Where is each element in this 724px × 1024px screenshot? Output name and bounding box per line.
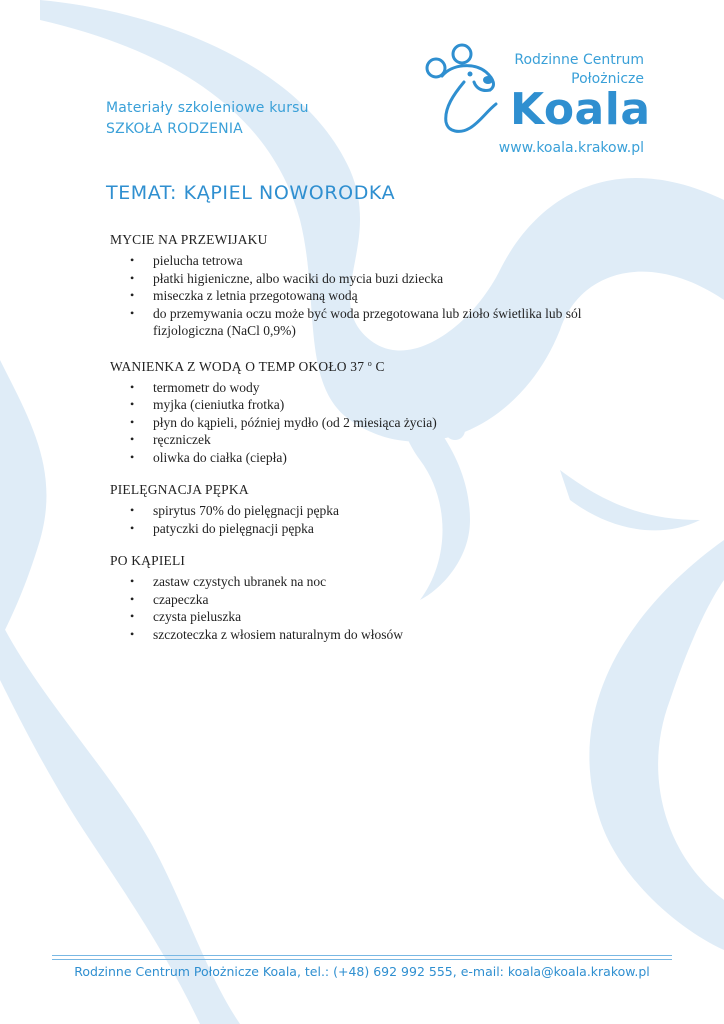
section-title-unit: C [371, 358, 385, 374]
logo-url[interactable]: www.koala.krakow.pl [498, 140, 644, 156]
koala-mascot-icon [424, 42, 524, 142]
list-item: • termometr do wody [130, 379, 650, 397]
degree-sign: o [367, 358, 372, 368]
section-title [110, 354, 650, 377]
list-item: • czysta pieluszka [130, 608, 650, 626]
course-line-1: Materiały szkoleniowe kursu [106, 100, 309, 116]
item-list [110, 502, 650, 537]
list-item: • myjka (cieniutka frotka) [130, 396, 650, 414]
section-bathtub [110, 354, 650, 467]
list-item: • płyn do kąpieli, później mydło (od 2 miesiąca życia) [130, 414, 650, 432]
document-body [110, 230, 650, 657]
logo-line-1: Rodzinne Centrum [514, 52, 644, 68]
list-item: • ręczniczek [130, 431, 650, 449]
course-line-2: SZKOŁA RODZENIA [106, 121, 243, 137]
footer-divider [52, 959, 672, 960]
section-umbilical-care [110, 480, 650, 537]
list-item: • szczoteczka z włosiem naturalnym do włosów [130, 626, 650, 644]
item-list [110, 379, 650, 467]
course-info [106, 98, 309, 140]
footer-divider [52, 955, 672, 956]
section-after-bath [110, 551, 650, 643]
section-title: MYCIE NA PRZEWIJAKU [110, 232, 268, 247]
list-item: • spirytus 70% do pielęgnacji pępka [130, 502, 650, 520]
section-title: PO KĄPIELI [110, 553, 186, 568]
list-item: • pielucha tetrowa [130, 252, 650, 270]
list-item: • czapeczka [130, 591, 650, 609]
list-item: • płatki higieniczne, albo waciki do mycia buzi dziecka [130, 270, 650, 288]
page-title: TEMAT: KĄPIEL NOWORODKA [106, 182, 396, 204]
footer-contact: Rodzinne Centrum Położnicze Koala, tel.: (+48) 692 992 555, e-mail: koala@koala.krakow.pl [74, 964, 650, 979]
item-list [110, 252, 650, 340]
list-item: • oliwka do ciałka (ciepła) [130, 449, 650, 467]
koala-logo [424, 42, 654, 162]
list-item: • patyczki do pielęgnacji pępka [130, 520, 650, 538]
logo-line-2: Położnicze [571, 71, 644, 87]
list-item: • do przemywania oczu może być woda przegotowana lub zioło świetlika lub sól fizjologiczna (NaCl 0,9%) [130, 305, 650, 340]
logo-wordmark: Koala [510, 84, 651, 135]
list-item: • miseczka z letnia przegotowaną wodą [130, 287, 650, 305]
list-item: • zastaw czystych ubranek na noc [130, 573, 650, 591]
section-changing-table [110, 230, 650, 340]
item-list [110, 573, 650, 643]
section-title: PIELĘGNACJA PĘPKA [110, 482, 249, 497]
section-title-text: WANIENKA Z WODĄ O TEMP OKOŁO 37 [110, 358, 365, 374]
